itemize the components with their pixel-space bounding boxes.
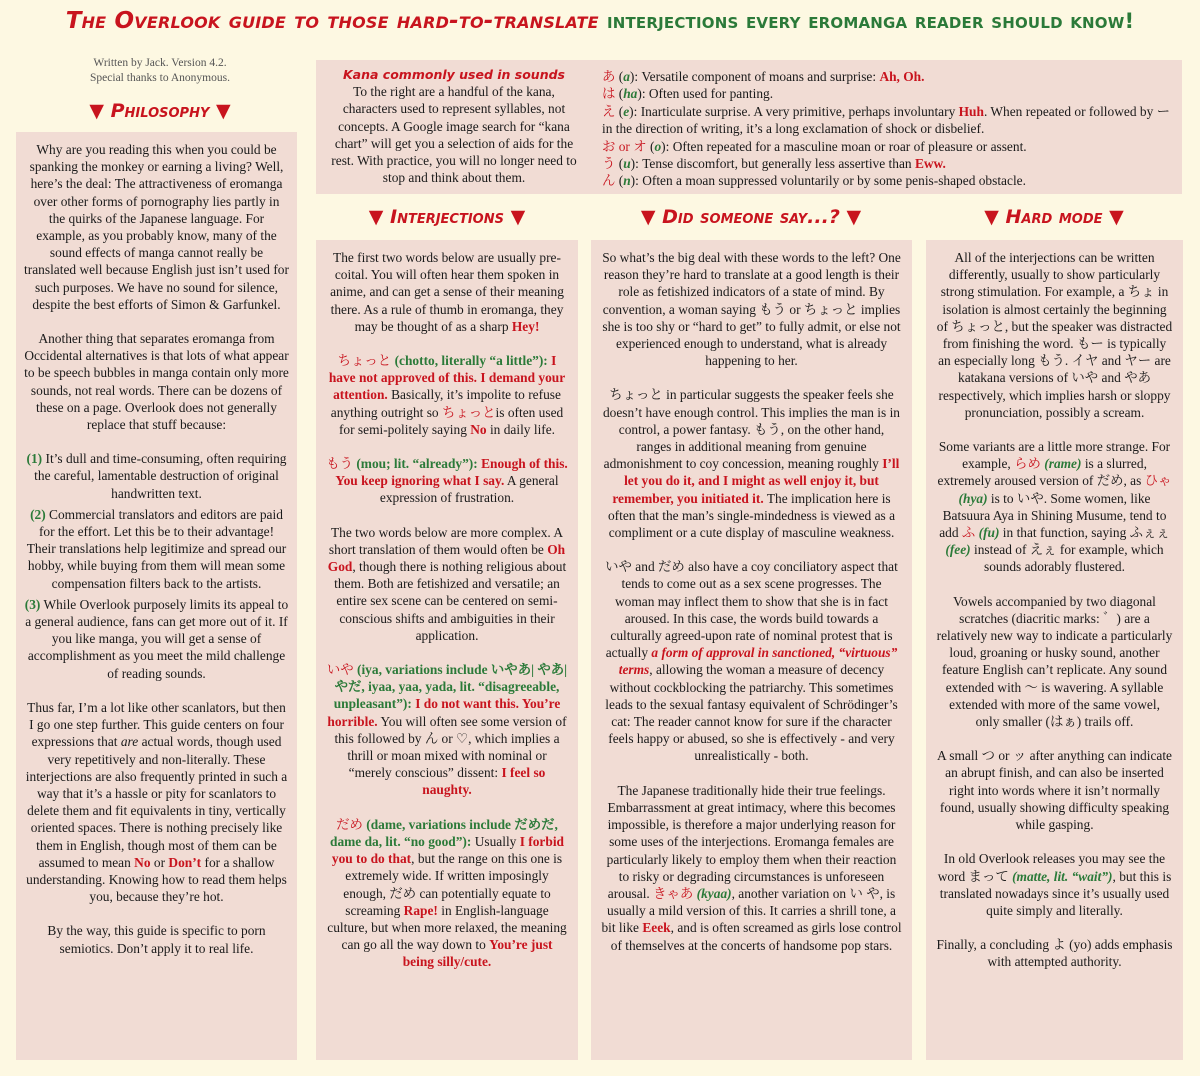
interjections-p4: The two words below are more complex. A short translation of them would often be Oh God, though there is nothing religious about them. Both are fetishized and versatile; an entire sex scene can be centered on semi-conscious shifts and ambiguities in their application. [327,524,567,643]
title-part-1: The Overlook guide to those hard-to-translate [65,8,599,34]
interjections-p1: The first two words below are usually pre-coital. You will often hear them spoken in anime, and can get a sense of their meaning there. As a rule of thumb in eromanga, they may be thought of as a sharp Hey! [330,250,564,334]
hard-mode-p6: Finally, a concluding よ (yo) adds emphasis with attempted authority. [936,937,1173,970]
dss-p2: ちょっと in particular suggests the speaker feels she doesn’t have enough control. This implies the man is in control, a power fantasy. もう, on the other hand, ranges in additional meaning from genuine admonishment to coy concession, meaning roughly I’ll let you do it, and I might as well enjoy it, but remember, you initiated it. The implication here is often that the man’s single-mindedness is viewed as a compliment or a cute display of masculine weakness. [602,387,901,541]
heading-philosophy: ▼ Philosophy ▼ [89,100,231,122]
kana-item-e: え (e): Inarticulate surprise. A very primitive, perhaps involuntary Huh. When repeated or followed by ー in the direction of writing, it’s a long exclamation of shock or disbelief. [602,103,1170,137]
dss-p1: So what’s the big deal with these words to the left? One reason they’re hard to translate at a good length is their role as fetishized indicators of a state of mind. By convention, a woman saying もう or ちょっと implies she is too shy or “hard to get” to fully admit, or else not experienced enough to understand, what is already happening to her. [602,250,901,369]
hard-mode-p1: All of the interjections can be written differently, usually to show particularly strong stimulation. For example, a ちょ in isolation is almost certainly the beginning of ちょっと, but the speaker was distracted from finishing the word. もー is typically an especially long もう. イヤ and ヤー are katakana versions of いや and やあ respectively, which implies harsh or sloppy pronunciation, possibly a scream. [936,250,1173,420]
philosophy-p1: Why are you reading this when you could be spanking the monkey or earning a living? Well, here’s the deal: The attractiveness of eromanga over other forms of pornography lies partly in the quirks of the Japanese language. For example, as you probably know, many of the sound effects of manga cannot really be translated well because English just isn’t used for such purposes. We have no sound for silence, despite the best efforts of Simon & Garfunkel. [24,142,289,312]
philosophy-p6: Thus far, I’m a lot like other scanlators, but then I go one step further. This guide centers on four expressions that are actual words, though used very repetitively and non-literally. These interjections are also frequently printed in such a way that it’s a hassle or pity for scanlators to delete them and fit equivalents in tiny, vertically oriented spaces. There is nothing precisely like them in English, though most of them can be assumed to mean No or Don’t for a shallow understanding. Knowing how to read them helps you, because they’re hot. [25,699,288,905]
interjections-box [316,240,578,1060]
philosophy-box [16,132,297,1060]
heading-interjections: ▼ Interjections ▼ [368,206,526,228]
kana-item-u: う (u): Tense discomfort, but generally less assertive than Eww. [602,156,946,172]
credits [40,56,280,86]
did-someone-say-box [591,240,912,1060]
kana-item-ha: は (ha): Often used for panting. [602,86,774,102]
kana-item-a: あ (a): Versatile component of moans and surprise: Ah, Oh. [602,69,925,84]
philosophy-reason-2: (2) Commercial translators and editors are paid for the effort. Let this be to their advantage! Their translations help legitimize and spread our hobby, while buying from them will mean some compensation filters back to the artists. [26,506,287,591]
interjections-chotto: ちょっと (chotto, literally “a little”): I have not approved of this. I demand your attention. Basically, it’s impolite to refuse anything outright so ちょっとis often used for semi-politely saying No in daily life. [328,353,566,437]
kana-item-n: ん (n): Often a moan suppressed voluntarily or by some penis-shaped obstacle. [602,173,1026,189]
kana-intro-box [316,60,592,194]
page-title [0,8,1200,34]
hard-mode-p4: A small つ or ッ after anything can indicate an abrupt finish, and can also be inserted right into words where it isn’t normally found, usually showing difficulty speaking while gasping. [936,748,1172,833]
philosophy-p7: By the way, this guide is specific to porn semiotics. Don’t apply it to real life. [47,923,266,956]
credits-line-1: Written by Jack. Version 4.2. [93,57,227,69]
dss-p4: The Japanese traditionally hide their true feelings. Embarrassment at great intimacy, where this becomes impossible, is therefore a major underlying reason for some uses of the interjections. Eromanga females are particularly likely to employ them when their reaction to risky or degrading circumstances is unforeseen arousal. きゃあ (kyaa), another variation on い や, is usually a mild version of this. It carries a shrill tone, a bit like Eeek, and is often screamed as girls lose control of themselves at the concerts of handsome pop stars. [601,782,902,953]
hard-mode-p5: In old Overlook releases you may see the word まって (matte, lit. “wait”), but this is translated nowadays since it’s usually used quite simply and literally. [937,851,1172,918]
philosophy-p2: Another thing that separates eromanga from Occidental alternatives is that lots of what appear to be speech bubbles in manga contain only more sounds, not real words. There can be dozens of these on a page. Overlook does not generally replace that stuff because: [24,331,289,433]
hard-mode-box [926,240,1183,1060]
hard-mode-p2: Some variants are a little more strange. For example, らめ (rame) is a slurred, extremely aroused version of だめ, as ひゃ (hya) is to いや. Some women, like Batsuura Aya in Shining Musume, tend to add ふ (fu) in that function, saying ふぇぇ (fee) instead of えぇ for example, which sounds adorably flustered. [937,439,1172,575]
title-part-2: interjections every eromanga reader should know! [606,9,1135,33]
kana-list-box [592,60,1182,194]
credits-line-2: Special thanks to Anonymous. [90,72,230,84]
kana-intro-text: To the right are a handful of the kana, characters used to represent syllables, not concepts. A Google image search for “kana chart” will get you a selection of aids for the rest. With practice, you will no longer need to stop and think about them. [331,84,577,186]
philosophy-reason-3: (3) While Overlook purposely limits its appeal to a general audience, fans can get more out of it. If you like manga, you will get a sense of accomplishment as you meet the mild challenge of reading sounds. [24,596,289,681]
kana-heading: Kana commonly used in sounds [343,67,565,82]
interjections-iya: いや (iya, variations include いやあ| やあ|やだ, iyaa, yaa, yada, lit. “disagreeable, unpleasant”): I do not want this. You’re horrible. You will often see some version of this followed by ん or ♡, which implies a thrill or moan mixed with nominal or “merely conscious” dissent: I feel so naughty. [326,662,568,798]
philosophy-reason-1: (1) It’s dull and time-consuming, often requiring the careful, lamentable destruction of original handwritten text. [26,451,287,501]
kana-item-o: お or オ (o): Often repeated for a masculine moan or roar of pleasure or assent. [602,138,1027,154]
heading-hard-mode: ▼ Hard mode ▼ [984,206,1124,228]
hard-mode-p3: Vowels accompanied by two diagonal scratches (diacritic marks: ゛) are a relatively new way to indicate a particularly loud, groaning or husky sound, another feature English can’t replicate. Any sound extended with 〜 is wavering. A syllable extended with more of the same vowel, only smaller (はぁ) trails off. [936,593,1173,730]
heading-did-someone-say: ▼ Did someone say...? ▼ [640,206,862,228]
dss-p3: いや and だめ also have a coy conciliatory aspect that tends to come out as a sex scene progresses. The woman may inflect them to show that she is in fact aroused. In this case, the words build towards a culturally agreed-upon rate of nominal protest that is actually a form of approval in sanctioned, “virtuous” terms, allowing the woman a measure of decency without cockblocking the patriarchy. This sometimes leads to the sexual fantasy equivalent of Schrödinger’s cat: The reader cannot know for sure if the character feels happy or abused, so she is effectively - and very unrealistically - both. [605,559,898,764]
interjections-mou: もう (mou; lit. “already”): Enough of this. You keep ignoring what I say. A general expression of frustration. [326,456,568,506]
interjections-dame: だめ (dame, variations include だめだ, dame da, lit. “no good”): Usually I forbid you to do that, but the range on this one is extremely wide. If written imposingly enough, だめ can potentially equate to screaming Rape! in English-language culture, but when more relaxed, the meaning can go all the way down to You’re just being silly/cute. [327,816,567,970]
